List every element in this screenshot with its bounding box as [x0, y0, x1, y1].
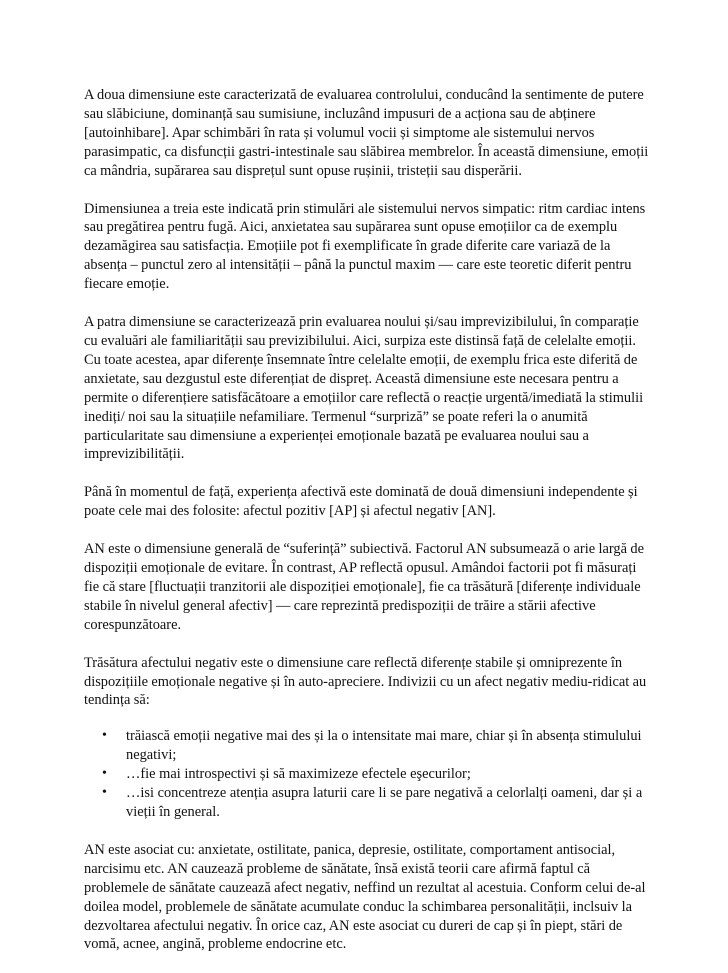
- bullet-icon: •: [102, 766, 107, 782]
- paragraph-negative-affect: AN este o dimensiune generală de “suferință” subiectivă. Factorul AN subsumează o arie largă de dispoziții emoționale de evitare. În contrast, AP reflectă opusul. Amândoi factorii pot fi măsurați fie că stare [fluctuații tranzitorii ale dispoziției emoționale], fie ca trăsătură [diferențe individuale stabile în nivelul general afectiv] — care reprezintă predispoziții de trăire a stării afective corespunzătoare.: [84, 541, 644, 633]
- bullet-icon: •: [102, 728, 107, 744]
- document-page: [84, 86, 650, 973]
- list-item: [84, 727, 650, 765]
- paragraph-fourth-dimension: A patra dimensiune se caracterizează prin evaluarea noului și/sau imprevizibilului, în comparație cu evaluări ale familiarității sau previzibilului. Aici, surpiza este distinsă față de celelalte emoții. Cu toate acestea, apar diferențe însemnate între celelalte emoții, de exemplu frica este diferită de anxietate, sau dezgustul este diferențiat de dispreț. Această dimensiune este necesara pentru a permite o diferențiere satisfăcătoare a emoțiilor care reflectă o reacție urgentă/imediată la stimulii inediți/ noi sau la situațiile nefamiliare. Termenul “surpriză” se poate referi la o anumită particularitate sau dimensiune a experienței emoționale bazată pe evaluarea noului sau a imprevizibilității.: [84, 314, 644, 463]
- list-item: [84, 784, 650, 822]
- bullet-icon: •: [102, 785, 107, 801]
- paragraph-affective-dimensions: Până în momentul de față, experiența afectivă este dominată de două dimensiuni independente și poate cele mai des folosite: afectul pozitiv [AP] și afectul negativ [AN].: [84, 484, 638, 520]
- paragraph-negative-affect-associations: AN este asociat cu: anxietate, ostilitate, panica, depresie, ostilitate, comportament antisocial, narcisimu etc. AN cauzează probleme de sănătate, însă există teorii care afirmă faptul că problemele de sănătate cauzează afect negativ, neffind un rezultat al acestuia. Conform celui de-al doilea model, problemele de sănătate acumulate conduc la schimbarea personalității, inclsuiv la dezvoltarea afectului negativ. În orice caz, AN este asociat cu dureri de cap și în piept, stări de vomă, acnee, angină, probleme endocrine etc.: [84, 841, 646, 953]
- list-item-text: trăiască emoții negative mai des și la o intensitate mai mare, chiar și în absența stimulului negativi;: [126, 728, 642, 764]
- list-item-text: …isi concentreze atenția asupra laturii care li se pare negativă a celorlalți oameni, dar și a vieții în general.: [126, 785, 643, 820]
- tendency-list: [84, 727, 650, 822]
- list-item-text: …fie mai introspectivi și să maximizeze efectele eşecurilor;: [126, 766, 471, 783]
- list-item: [84, 765, 650, 784]
- paragraph-third-dimension: Dimensiunea a treia este indicată prin stimulări ale sistemului nervos simpatic: ritm cardiac intens sau pregătirea pentru fugă. Aici, anxietatea sau supărarea sunt opuse emoțiilor ca de exemplu dezamăgirea sau satisfacția. Emoțiile pot fi exemplificate în grade diferite care variază de la absența – punctul zero al intensității – până la punctul maxim — care este teoretic diferit pentru fiecare emoție.: [84, 200, 646, 293]
- paragraph-negative-affect-trait: Trăsătura afectului negativ este o dimensiune care reflectă diferențe stabile și omniprezente în dispozițiile emoționale negative și în auto-apreciere. Indivizii cu un afect negativ mediu-ridicat au tendința să:: [84, 654, 647, 709]
- paragraph-second-dimension: A doua dimensiune este caracterizată de evaluarea controlului, conducând la sentimente de putere sau slăbiciune, dominanță sau sumisiune, incluzând impusuri de a acționa sau de abținere [autoinhibare]. Apar schimbări în rata și volumul vocii și simptome ale sistemului nervos parasimpatic, ca disfuncții gastri-intestinale sau slăbirea membrelor. În această dimensiune, emoții ca mândria, supărarea sau disprețul sunt opuse rușinii, tristeții sau disperării.: [84, 87, 649, 179]
